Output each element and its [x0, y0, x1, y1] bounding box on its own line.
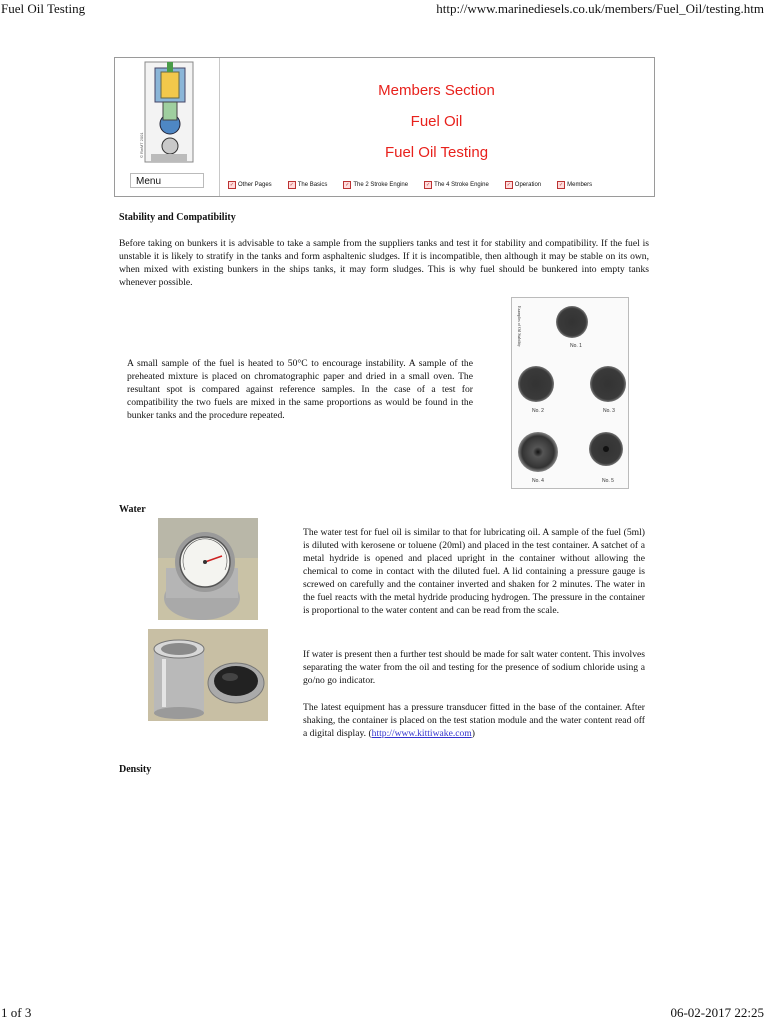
- checkbox-icon: ✓: [345, 182, 350, 188]
- checkbox-icon: ✓: [559, 182, 564, 188]
- salt-water-paragraph: If water is present then a further test should be made for salt water content. This involves separating the water from the oil and testing for the presence of sodium chloride using a go/no go indicator.: [303, 649, 645, 686]
- heading-stability: Stability and Compatibility: [119, 212, 236, 223]
- spot-no-2: [518, 366, 554, 402]
- spot-label-2: No. 2: [532, 408, 544, 414]
- heading-density: Density: [119, 764, 152, 775]
- spot-no-1: [556, 306, 588, 338]
- banner-page-heading: Fuel Oil Testing: [384, 144, 489, 161]
- spot-test-reference-image: [511, 297, 629, 489]
- banner-fuel-oil: Fuel Oil: [410, 113, 463, 130]
- banner-members-section: Members Section: [378, 82, 495, 99]
- spot-no-4: [518, 432, 558, 472]
- banner-copyright: © RwMT 2001: [139, 132, 144, 158]
- checkbox-icon: ✓: [229, 182, 235, 188]
- stability-intro-paragraph: Before taking on bunkers it is advisable to take a sample from the suppliers tanks and test it for stability and compatibility. If the fuel is unstable it is likely to stratify in the tanks and form asphaltenic sludges. If it is incompatible, then although it may be stable on its own, when mixed with existing bunkers in the ships tanks, it may form sludges. This is why fuel should be bunkered into empty tanks whenever possible.: [119, 238, 649, 288]
- nav-members[interactable]: ✓ Members: [559, 182, 593, 188]
- print-datetime: 06-02-2017 22:25: [670, 1005, 764, 1020]
- nav-2-stroke-engine[interactable]: ✓ The 2 Stroke Engine: [345, 182, 409, 188]
- nav-other-pages[interactable]: ✓ Other Pages: [229, 182, 272, 188]
- spot-no-3: [590, 366, 626, 402]
- banner-nav: [228, 181, 608, 189]
- water-test-paragraph: The water test for fuel oil is similar to that for lubricating oil. A sample of the fuel (5ml) is diluted with kerosene or toluene (20ml) and placed in the test container. A satchet of a metal hydride is opened and placed upright in the container without allowing the chemical to come in contact with the diluted fuel. A lid containing a pressure gauge is screwed on carefully and the container inverted and shaken for 2 minutes. The water in the fuel reacts with the metal hydride producing hydrogen. The pressure in the container is proportional to the water content and can be read from the scale.: [303, 527, 645, 616]
- kittiwake-link[interactable]: http://www.kittiwake.com: [371, 728, 472, 739]
- stability-detail-paragraph: A small sample of the fuel is heated to 50°C to encourage instability. A sample of the preheated mixture is placed on chromatographic paper and dried in a small oven. The resultant spot is compared against reference samples. In the case of a test for compatibility the two fuels are mixed in the same proportions as would be found in the bunker tanks and the procedure repeated.: [127, 358, 473, 421]
- page-count: 1 of 3: [1, 1005, 32, 1020]
- page-url[interactable]: http://www.marinediesels.co.uk/members/Fuel_Oil/testing.htm: [436, 1, 764, 16]
- checkbox-icon: ✓: [506, 182, 511, 188]
- latest-equipment-paragraph: The latest equipment has a pressure transducer fitted in the base of the container. After shaking, the container is placed on the test station module and the water content read off a digital display. (http://www.kittiwake.com): [303, 702, 645, 739]
- nav-the-basics[interactable]: ✓ The Basics: [289, 182, 328, 188]
- spot-chart-side-label: Examples of Oil Stability: [517, 306, 522, 347]
- page-title: Fuel Oil Testing: [1, 1, 86, 16]
- heading-water: Water: [119, 504, 146, 515]
- test-container-photo: [148, 629, 268, 721]
- checkbox-icon: ✓: [425, 182, 431, 188]
- spot-label-5: No. 5: [602, 478, 614, 484]
- nav-4-stroke-engine[interactable]: ✓ The 4 Stroke Engine: [425, 182, 489, 188]
- spot-label-1: No. 1: [570, 343, 582, 349]
- checkbox-icon: ✓: [289, 182, 294, 188]
- spot-label-4: No. 4: [532, 478, 544, 484]
- engine-diagram-image: [115, 58, 220, 196]
- menu-dropdown[interactable]: Menu: [130, 173, 204, 188]
- site-banner: [114, 57, 655, 197]
- nav-operation[interactable]: ✓ Operation: [506, 182, 542, 188]
- pressure-gauge-photo: [158, 518, 258, 620]
- spot-label-3: No. 3: [603, 408, 615, 414]
